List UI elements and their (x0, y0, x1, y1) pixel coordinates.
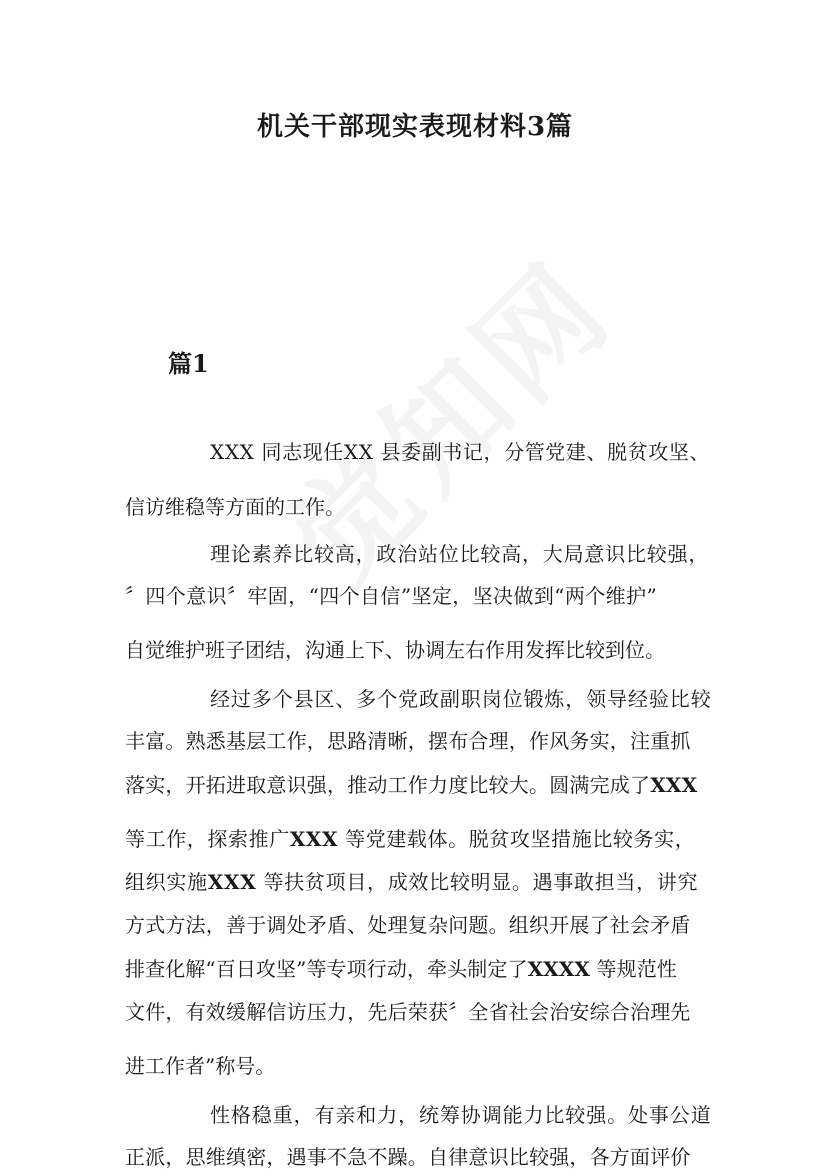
section-heading: 篇1 (168, 349, 209, 378)
paragraph-line: 自觉维护班子团结，沟通上下、协调左右作用发挥比较到位。 (125, 638, 665, 662)
paragraph-line: 正派，思维缜密，遇事不急不躁。自律意识比较强，各方面评价 (125, 1145, 691, 1169)
paragraph-line: 性格稳重，有亲和力，统筹协调能力比较强。处事公道 (210, 1103, 712, 1127)
paragraph-line: 进工作者”称号。 (125, 1054, 276, 1078)
paragraph-line: 文件，有效缓解信访压力，先后荣获〞全省社会治安综合治理先 (125, 1000, 691, 1024)
paragraph-line: 等工作，探索推广XXX 等党建载体。脱贫攻坚措施比较务实， (125, 827, 696, 851)
paragraph-line: 〞四个意识〞牢固，“四个自信”坚定，坚决做到“两个维护” (125, 584, 658, 608)
paragraph-line: 理论素养比较高，政治站位比较高，大局意识比较强， (210, 542, 710, 566)
document-title: 机关干部现实表现材料3篇 (256, 112, 574, 142)
paragraph-line: 经过多个县区、多个党政副职岗位锻炼，领导经验比较 (210, 687, 712, 711)
paragraph-line: XXX 同志现任XX 县委副书记，分管党建、脱贫攻坚、 (210, 440, 711, 464)
paragraph-line: 方式方法，善于调处矛盾、处理复杂问题。组织开展了社会矛盾 (125, 913, 691, 937)
paragraph-line: 丰富。熟悉基层工作，思路清晰，摆布合理，作风务实，注重抓 (125, 729, 691, 753)
paragraph-line: 排查化解“百日攻坚”等专项行动，牵头制定了XXXX 等规范性 (125, 957, 677, 981)
paragraph-line: 信访维稳等方面的工作。 (125, 495, 345, 519)
paragraph-line: 组织实施XXX 等扶贫项目，成效比较明显。遇事敢担当，讲究 (125, 870, 699, 894)
paragraph-line: 落实，开拓进取意识强，推动工作力度比较大。圆满完成了XXX (125, 773, 698, 797)
